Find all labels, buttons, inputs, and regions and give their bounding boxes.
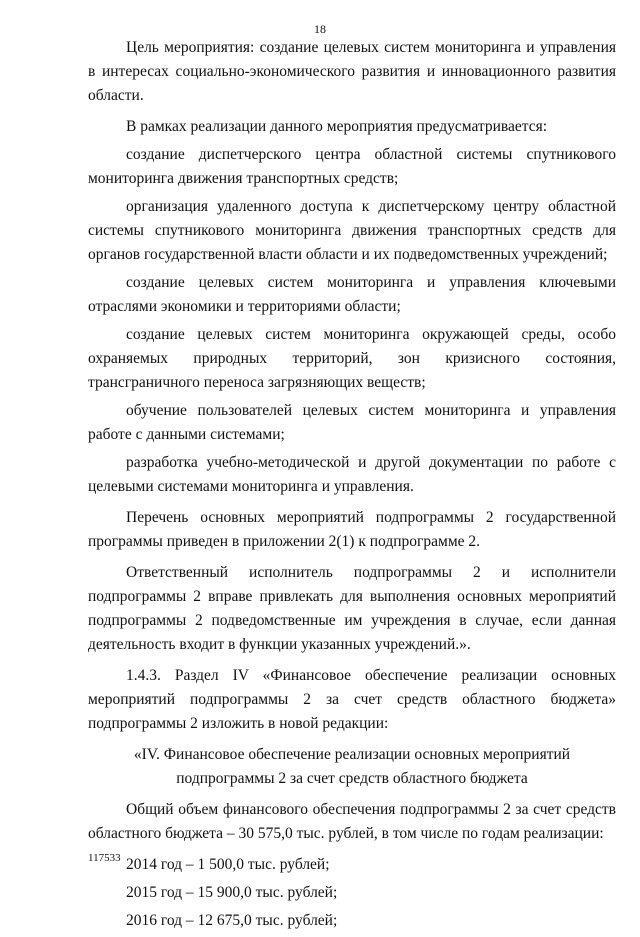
- list-item-user-training: обучение пользователей целевых систем мониторинга и управления работе с данными системами;: [88, 402, 616, 443]
- funding-year-2014: 2014 год – 1 500,0 тыс. рублей;: [126, 856, 330, 873]
- list-item-dispatch-center: создание диспетчерского центра областной системы спутникового мониторинга движения транспортных средств;: [88, 146, 616, 187]
- footer-code: 117533: [88, 852, 121, 864]
- section-heading: «IV. Финансовое обеспечение реализации основных мероприятий подпрограммы 2 за счет средств областного бюджета: [133, 746, 571, 787]
- paragraph-total-funding: Общий объем финансового обеспечения подпрограммы 2 за счет средств областного бюджета – 30 575,0 тыс. рублей, в том числе по годам реализации:: [88, 801, 616, 842]
- list-item-remote-access: организация удаленного доступа к диспетчерскому центру областной системы спутникового мониторинга движения транспортных средств для органов государственной власти области и их подведомственных учреждений;: [88, 198, 616, 263]
- list-item-industry-monitoring: создание целевых систем мониторинга и управления ключевыми отраслями экономики и территориями области;: [88, 274, 616, 315]
- paragraph-section-amendment: 1.4.3. Раздел IV «Финансовое обеспечение реализации основных мероприятий подпрограммы 2 за счет средств областного бюджета» подпрограммы 2 изложить в новой редакции:: [88, 667, 616, 732]
- list-item-documentation: разработка учебно-методической и другой документации по работе с целевыми системами мониторинга и управления.: [88, 454, 616, 495]
- paragraph-goal: Цель мероприятия: создание целевых систем мониторинга и управления в интересах социально-экономического развития и инновационного развития области.: [88, 39, 616, 104]
- list-item-environment-monitoring: создание целевых систем мониторинга окружающей среды, особо охраняемых природных территорий, зон кризисного состояния, трансграничного переноса загрязняющих веществ;: [88, 326, 616, 391]
- document-body: [88, 36, 616, 937]
- funding-year-2015: 2015 год – 15 900,0 тыс. рублей;: [126, 884, 338, 901]
- paragraph-activities-list: Перечень основных мероприятий подпрограммы 2 государственной программы приведен в приложении 2(1) к подпрограмме 2.: [88, 509, 616, 550]
- funding-year-2016: 2016 год – 12 675,0 тыс. рублей;: [126, 912, 338, 929]
- page-number: 18: [314, 22, 326, 36]
- paragraph-responsible-executor: Ответственный исполнитель подпрограммы 2 и исполнители подпрограммы 2 вправе привлекать для выполнения основных мероприятий подпрограммы 2 подведомственные им учреждения в случае, если данная деятельность входит в функции указанных учреждений.».: [88, 564, 616, 653]
- paragraph-intro: В рамках реализации данного мероприятия предусматривается:: [126, 118, 548, 135]
